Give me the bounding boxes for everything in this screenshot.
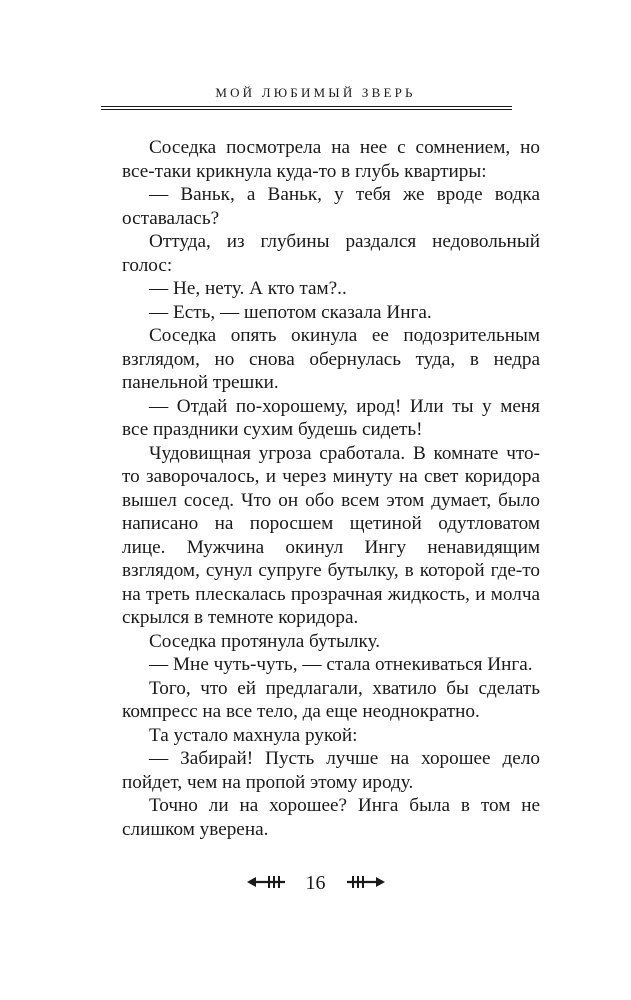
arrow-right-ornament-icon xyxy=(345,871,385,895)
paragraph: Соседка опять окинула ее подозрительным взглядом, но снова обернулась туда, в недра панельной трешки. xyxy=(122,325,540,393)
paragraph: Того, что ей предлагали, хватило бы сделать компресс на все тело, да еще неоднократно. xyxy=(122,677,540,722)
paragraph: — Отдай по-хорошему, ирод! Или ты у меня все праздники сухим будешь сидеть! xyxy=(122,395,540,440)
paragraph: Та устало махнула рукой: xyxy=(149,724,358,746)
header-rule xyxy=(101,106,512,110)
paragraph: — Мне чуть-чуть, — стала отнекиваться Инга. xyxy=(149,654,533,675)
page-folio xyxy=(0,870,631,895)
paragraph: — Забирай! Пусть лучше на хорошее дело пойдет, чем на пропой этому ироду. xyxy=(122,748,540,793)
running-head: МОЙ ЛЮБИМЫЙ ЗВЕРЬ xyxy=(215,85,416,100)
paragraph: Чудовищная угроза сработала. В комнате что-то заворочалось, и через минуту на свет коридора вышел сосед. Что он обо всем этом думает, было написано на поросшем щетиной одутловатом лице. Мужчина окинул Ингу ненавидящим взглядом, сунул супруге бутылку, в которой где-то на треть плескалась прозрачная жидкость, и молча скрылся в темноте коридора. xyxy=(122,442,540,628)
paragraph: Оттуда, из глубины раздался недовольный голос: xyxy=(122,231,540,276)
paragraph: Точно ли на хорошее? Инга была в том не слишком уверена. xyxy=(122,795,540,840)
paragraph: Соседка посмотрела на нее с сомнением, но все-таки крикнула куда-то в глубь квартиры: xyxy=(122,137,540,182)
paragraph: — Не, нету. А кто там?.. xyxy=(149,278,347,299)
body-text xyxy=(122,136,540,841)
page-number: 16 xyxy=(305,872,326,895)
paragraph: Соседка протянула бутылку. xyxy=(149,630,381,652)
arrow-left-ornament-icon xyxy=(247,871,287,895)
paragraph: — Есть, — шепотом сказала Инга. xyxy=(149,301,432,323)
paragraph: — Ваньк, а Ваньк, у тебя же вроде водка оставалась? xyxy=(122,184,540,229)
